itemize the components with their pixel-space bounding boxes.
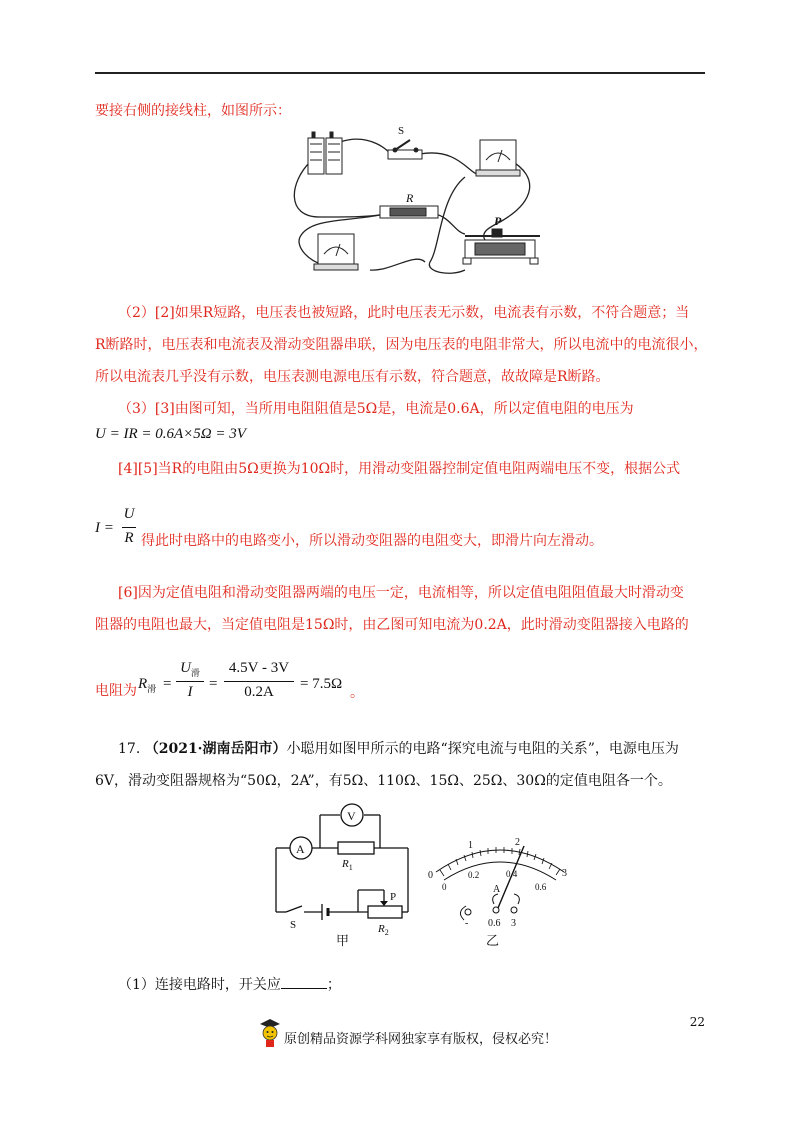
dial-bottom-02: 0.2: [468, 870, 480, 880]
dial-top-1: 1: [468, 840, 473, 851]
den2: 0.2A: [244, 684, 274, 700]
para2-line3: 所以电流表几乎没有示数，电压表测电源电压有示数，符合题意，故故障是R断路。: [95, 369, 610, 385]
num1: $U_滑$: [180, 660, 200, 678]
para2-line2: R断路时，电压表和电流表及滑动变阻器串联，因为电压表的电阻非常大，所以电流中的电流很小，: [95, 337, 708, 353]
meter-bottom-left: [314, 234, 358, 270]
para6-line2: 阻器的电阻也最大，当定值电阻是15Ω时，由乙图可知电流为0.2A，此时滑动变阻器接入电路的: [95, 617, 689, 633]
rheostat-component: [463, 229, 540, 264]
dial-zero-top: 0: [428, 870, 433, 881]
para45-line1: [4][5]当R的电阻由5Ω更换为10Ω时，用滑动变阻器控制定值电阻两端电压不变，根据公式: [118, 461, 681, 477]
caption-yi: 乙: [486, 934, 500, 949]
switch-label: S: [398, 125, 405, 137]
battery-pack: [308, 132, 342, 174]
rheostat-label: P: [494, 214, 502, 228]
q17-line2: 6V，滑动变阻器规格为“50Ω，2A”，有5Ω、110Ω、15Ω、25Ω、30Ω的定值电阻各一个。: [95, 773, 672, 789]
resistor-label: R: [406, 191, 414, 205]
q17-sub1: （1）连接电路时，开关应 ；: [118, 977, 341, 993]
para6-line1: [6]因为定值电阻和滑动变阻器两端的电压一定，电流相等，所以定值电阻阻值最大时滑动变: [118, 585, 684, 601]
den1: I: [187, 684, 193, 700]
para6-prefix: 电阻为: [95, 683, 137, 699]
result: = 7.5Ω: [300, 676, 343, 692]
resistor-component: [380, 206, 438, 218]
terminal-neg: -: [465, 918, 469, 929]
r1-label: $R_1$: [342, 858, 353, 872]
formula-ohm: U = IR = 0.6A×5Ω = 3V: [95, 426, 246, 442]
ammeter-label: A: [296, 842, 305, 856]
ammeter-dial: [436, 846, 564, 908]
r-slide-symbol: $R_滑$: [138, 676, 157, 694]
fraction-bar: [224, 681, 294, 682]
caption-jia: 甲: [336, 934, 350, 949]
formula-i-num: U: [123, 506, 135, 522]
fraction-bar: [176, 681, 204, 682]
terminal-3: 3: [511, 918, 516, 929]
page-number: 22: [689, 1015, 705, 1029]
copyright-footer: 原创精品资源学科网独家享有版权，侵权必究！: [284, 1032, 558, 1047]
fraction-bar: [122, 527, 136, 528]
terminal-06: 0.6: [488, 918, 501, 929]
dial-top-3: 3: [562, 868, 567, 879]
para2-line1: （2）[2]如果R短路，电压表也被短路，此时电压表无示数，电流表有示数，不符合题意；当: [118, 305, 690, 321]
dial-bottom-06: 0.6: [535, 882, 547, 892]
voltmeter-label: V: [347, 809, 356, 823]
answer-blank[interactable]: [281, 976, 327, 989]
mascot-icon: [258, 1018, 282, 1048]
formula-i-lhs: I =: [95, 520, 114, 536]
dial-bottom-0: 0: [442, 882, 447, 892]
num2: 4.5V - 3V: [228, 660, 290, 676]
switch-label: S: [290, 919, 297, 931]
question-text: 小聪用如图甲所示的电路“探究电流与电阻的关系”，电源电压为: [286, 741, 679, 757]
para3-line1: （3）[3]由图可知，当所用电阻阻值是5Ω是，电流是0.6A，所以定值电阻的电压为: [118, 401, 634, 417]
question-number: 17.: [118, 741, 141, 757]
switch-component: [388, 140, 422, 159]
meter-top-right: [476, 140, 520, 176]
eq-sign-1: =: [163, 676, 172, 692]
continued-text: 要接右侧的接线柱，如图所示：: [95, 103, 291, 119]
r2-label: $R_2$: [378, 923, 389, 937]
para45-line2: 得此时电路中的电路变小，所以滑动变阻器的电阻变大，即滑片向左滑动。: [141, 533, 603, 549]
dial-bottom-04: 0.4: [506, 869, 518, 879]
circuit-photo-figure: [280, 122, 550, 282]
eq-sign-2: =: [209, 676, 218, 692]
para6-end: 。: [350, 685, 364, 701]
dial-top-2: 2: [515, 837, 520, 848]
question-source: （2021·湖南岳阳市）: [144, 741, 287, 757]
dial-unit: A: [493, 884, 501, 895]
header-rule: [95, 72, 705, 74]
formula-i-den: R: [124, 530, 134, 546]
schematic-figure: [268, 800, 588, 950]
slider-label: P: [390, 891, 397, 903]
q17-line1: [118, 738, 679, 758]
